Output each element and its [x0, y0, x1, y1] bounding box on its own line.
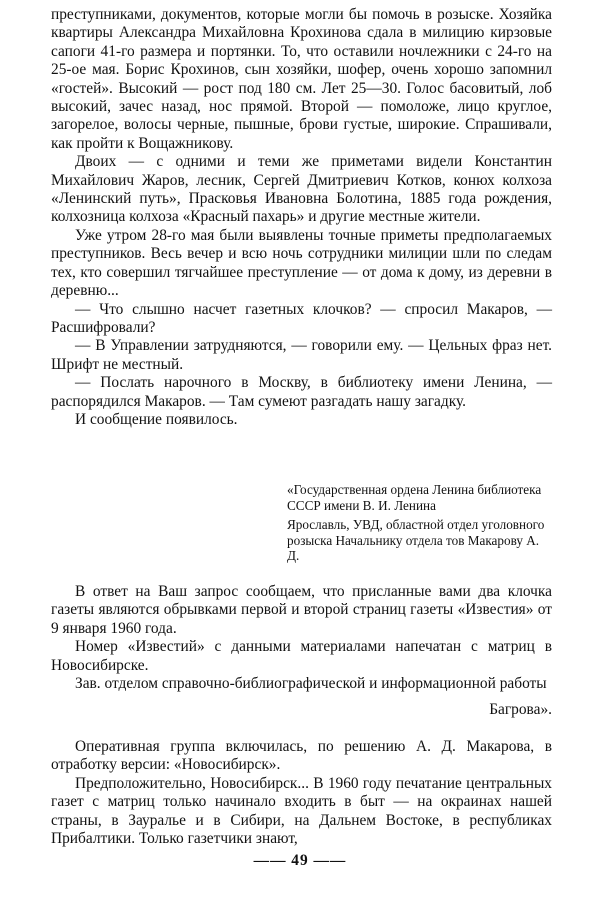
paragraph: Оперативная группа включилась, по решению А. Д. Макарова, в отработку версии: «Новосибирск». [51, 738, 552, 774]
body-text-top [51, 6, 552, 429]
letter-body [51, 583, 552, 720]
body-text-bottom [51, 738, 552, 848]
paragraph: Двоих — с одними и теми же приметами видели Константин Михайлович Жаров, лесник, Сергей Дмитриевич Котков, конюх колхоза «Ленинский путь», Прасковья Ивановна Болотина, 1885 года рождения, колхозница колхоза «Красный пахарь» и другие местные жители. [51, 153, 552, 226]
page-number: —— 49 —— [253, 852, 347, 869]
paragraph: И сообщение появилось. [75, 410, 238, 428]
paragraph: преступниками, документов, которые могли бы помочь в розыске. Хозяйка квартиры Александра Михайловна Крохинова сдала в милицию кирзовые сапоги 41-го размера и портянки. То, что оставили ночлежники с 24-го на 25-ое мая. Борис Крохинов, сын хозяйки, шофер, очень хорошо запомнил «гостей». Высокий — рост под 180 см. Лет 25—30. Голос басовитый, лоб высокий, зачес назад, нос прямой. Второй — помоложе, лицо круглое, загорелое, волосы черные, пышные, брови густые, широкие. Спрашивали, как пройти к Вощажникову. [51, 6, 552, 152]
paragraph: Уже утром 28-го мая были выявлены точные приметы предполагаемых преступников. Весь вечер и всю ночь сотрудники милиции шли по следам тех, кто совершил тягчайшее преступление — от дома к дому, из деревни в деревню... [51, 226, 552, 300]
dialogue-line: — В Управлении затрудняются, — говорили ему. — Цельных фраз нет. Шрифт не местный. [51, 337, 552, 373]
letter-signature: Багрова». [489, 701, 552, 719]
paragraph: Номер «Известий» с данными материалами напечатан с матриц в Новосибирске. [51, 638, 552, 674]
dialogue-line: — Что слышно насчет газетных клочков? — спросил Макаров, — Расшифровали? [51, 300, 552, 336]
dialogue-line: — Послать нарочного в Москву, в библиотеку имени Ленина, — распорядился Макаров. — Там сумеют разгадать нашу загадку. [51, 374, 552, 410]
letter-to: Ярославль, УВД, областной отдел уголовного розыска Начальнику отдела тов Макарову А. Д. [287, 517, 545, 564]
letter-from: «Государственная ордена Ленина библиотека СССР имени В. И. Ленина [287, 482, 542, 513]
paragraph: Предположительно, Новосибирск... В 1960 году печатание центральных газет с матриц только начинало входить в быт — на окраинах нашей страны, в Зауралье и в Сибири, на Дальнем Востоке, в республиках Прибалтики. Только газетчики знают, [51, 774, 552, 848]
paragraph: Зав. отделом справочно-библиографической и информационной работы [75, 675, 547, 693]
paragraph: В ответ на Ваш запрос сообщаем, что присланные вами два клочка газеты являются обрывками первой и второй страниц газеты «Известия» от 9 января 1960 года. [51, 583, 552, 637]
letter-header [287, 482, 552, 564]
